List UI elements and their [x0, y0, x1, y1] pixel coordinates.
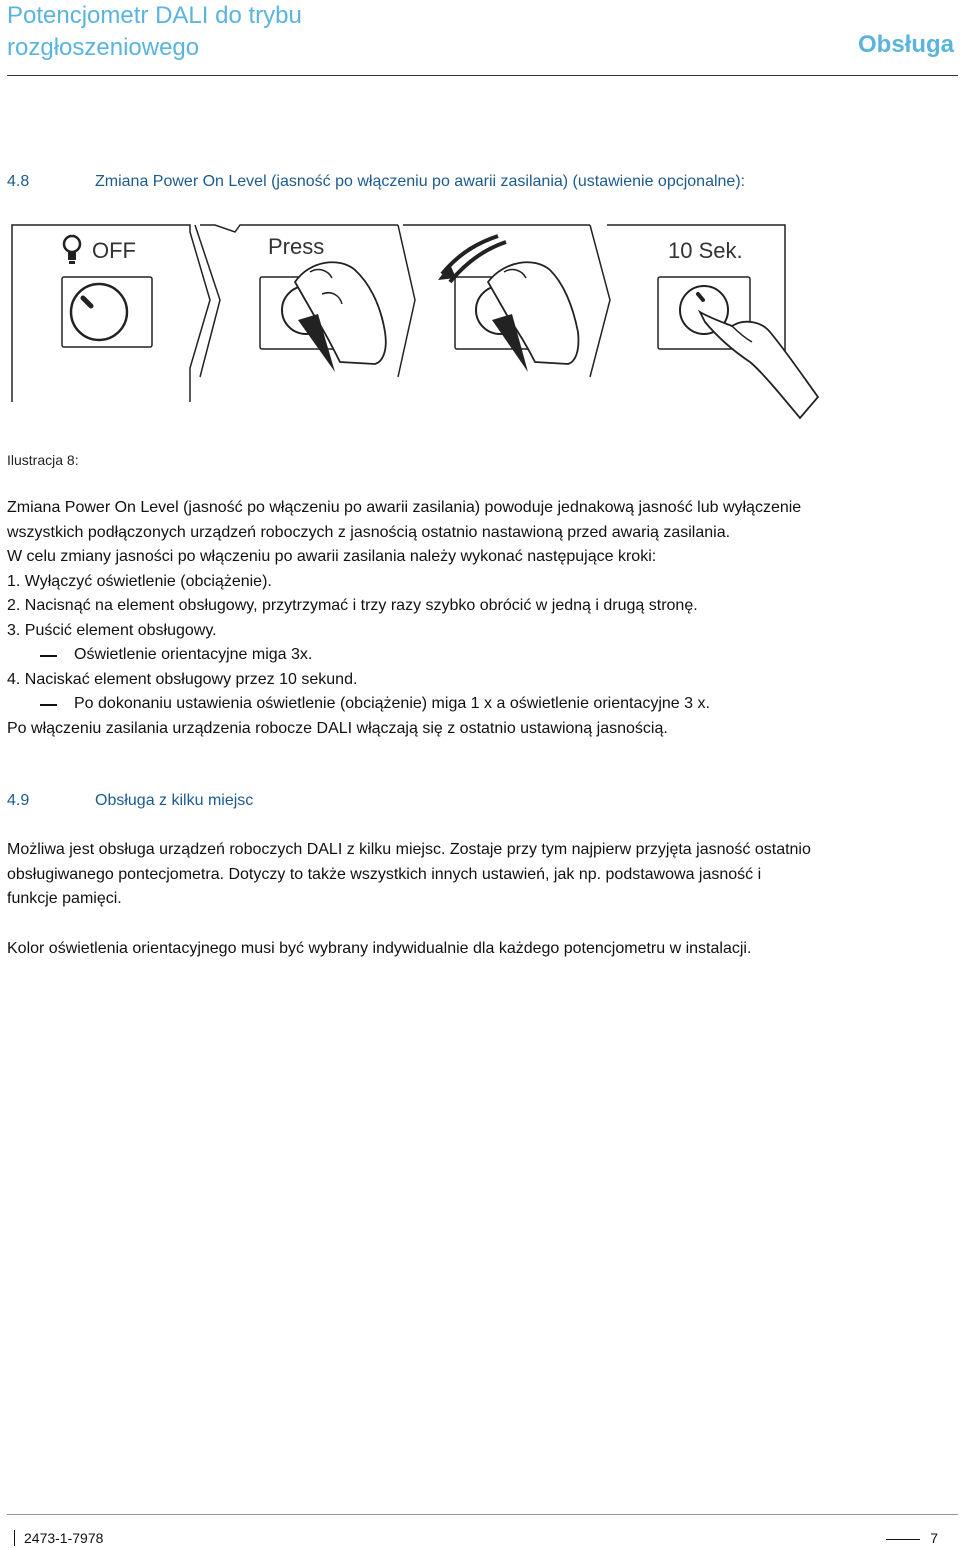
hand-press-icon	[295, 262, 386, 372]
section-4-9-body	[7, 838, 955, 912]
step-3: 3. Puścić element obsługowy.	[7, 621, 217, 639]
paragraph-line: wszystkich podłączonych urządzeń roboczych z jasnością ostatnio nastawioną przed awarią zasilania.	[7, 523, 731, 541]
step-4: 4. Naciskać element obsługowy przez 10 sekund.	[7, 670, 358, 688]
dash-bullet	[40, 655, 57, 657]
header-section-name: Obsługa	[857, 31, 954, 58]
paragraph-line: Kolor oświetlenia orientacyjnego musi być wybrany indywidualnie dla każdego potencjometru w instalacji.	[7, 940, 752, 957]
footer-dash	[886, 1539, 920, 1540]
finger-press-icon	[700, 312, 818, 418]
header-title-line1: Potencjometr DALI do trybu	[7, 2, 302, 29]
paragraph-line: obsługiwanego pontecjometra. Dotyczy to także wszystkich innych ustawień, jak np. podstawowa jasność i	[7, 865, 762, 883]
dash-bullet	[40, 704, 57, 706]
panel-rotate	[403, 225, 610, 377]
panel1-label: OFF	[92, 238, 136, 263]
header-title	[7, 0, 427, 64]
section-heading-4-9	[7, 791, 253, 811]
closing-line: Po włączeniu zasilania urządzenia robocze DALI włączają się z ostatnio ustawioną jasnością.	[7, 719, 668, 737]
header-divider	[7, 75, 958, 76]
illustration-steps	[10, 222, 830, 422]
paragraph-line: Możliwa jest obsługa urządzeń roboczych DALI z kilku miejsc. Zostaje przy tym najpierw przyjęta jasność ostatnio	[7, 841, 811, 858]
footer-doc-number: 2473-1-7978	[14, 1530, 103, 1546]
header-title-line2: rozgłoszeniowego	[7, 34, 200, 61]
footer-page	[886, 1530, 938, 1546]
section-heading-4-8	[7, 172, 745, 192]
section-title: Zmiana Power On Level (jasność po włączeniu po awarii zasilania) (ustawienie opcjonalne):	[95, 173, 746, 190]
section-4-8-body	[7, 496, 955, 741]
footer-divider	[7, 1514, 958, 1515]
section-number: 4.8	[7, 173, 30, 190]
section-title: Obsługa z kilku miejsc	[95, 792, 254, 809]
panel4-label: 10 Sek.	[668, 238, 743, 263]
paragraph-line: W celu zmiany jasności po włączeniu po awarii zasilania należy wykonać następujące kroki:	[7, 548, 657, 565]
lightbulb-icon	[64, 236, 80, 264]
step-3-result	[7, 643, 955, 668]
hand-rotate-icon	[488, 262, 578, 372]
step-3-result-text: Oświetlenie orientacyjne miga 3x.	[74, 646, 313, 663]
step-2: 2. Nacisnąć na element obsługowy, przytrzymać i trzy razy szybko obrócić w jedną i drugą stronę.	[7, 597, 698, 614]
step-4-result	[7, 692, 955, 717]
panel-press	[195, 225, 415, 377]
paragraph-line: funkcje pamięci.	[7, 890, 122, 907]
section-4-9-note	[7, 937, 955, 962]
panel-hold	[607, 225, 818, 418]
step-1: 1. Wyłączyć oświetlenie (obciążenie).	[7, 572, 272, 590]
panel-off	[12, 225, 210, 402]
figure-caption: Ilustracja 8:	[7, 452, 79, 468]
step-4-result-text: Po dokonaniu ustawienia oświetlenie (obciążenie) miga 1 x a oświetlenie orientacyjne 3 x.	[74, 695, 710, 712]
paragraph-line: Zmiana Power On Level (jasność po włączeniu po awarii zasilania) powoduje jednakową jasność lub wyłączenie	[7, 499, 802, 516]
section-number: 4.9	[7, 792, 30, 809]
page-number: 7	[930, 1530, 938, 1546]
panel2-label: Press	[268, 234, 325, 259]
